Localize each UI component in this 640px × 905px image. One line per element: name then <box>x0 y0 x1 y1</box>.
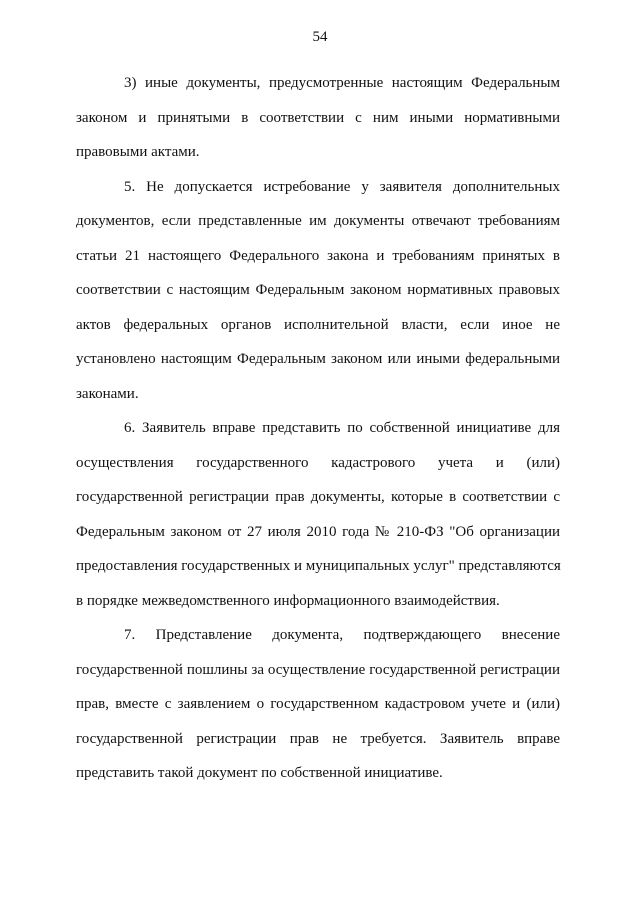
text-line: государственной пошлины за осуществление государственной регистрации <box>76 661 560 678</box>
text-line: прав, вместе с заявлением о государственном кадастровом учете и (или) <box>76 696 560 712</box>
document-body <box>76 66 560 791</box>
text-line: 6. Заявитель вправе представить по собственной инициативе для <box>124 420 560 436</box>
text-line: правовыми актами. <box>76 144 200 160</box>
text-line: государственной регистрации прав не требуется. Заявитель вправе <box>76 730 560 747</box>
paragraph <box>76 66 560 170</box>
text-line: представить такой документ по собственной инициативе. <box>76 765 443 781</box>
paragraph <box>76 411 560 618</box>
text-line: статьи 21 настоящего Федерального закона и требованиям принятых в <box>76 247 560 264</box>
text-line: документов, если представленные им документы отвечают требованиям <box>76 213 560 229</box>
text-line: законом и принятыми в соответствии с ним иными нормативными <box>76 109 560 126</box>
text-line: 3) иные документы, предусмотренные настоящим Федеральным <box>124 75 560 91</box>
text-line: законами. <box>76 385 139 402</box>
text-line: актов федеральных органов исполнительной власти, если иное не <box>76 316 560 333</box>
text-line: государственной регистрации прав документы, которые в соответствии с <box>76 489 560 505</box>
page-number: 54 <box>312 29 328 45</box>
text-line: осуществления государственного кадастрового учета и (или) <box>76 454 560 471</box>
paragraph <box>76 618 560 791</box>
text-line: Федеральным законом от 27 июля 2010 года № 210-ФЗ "Об организации <box>76 523 560 540</box>
text-line: установлено настоящим Федеральным законом или иными федеральными <box>76 351 560 367</box>
paragraph <box>76 170 560 412</box>
text-line: 5. Не допускается истребование у заявителя дополнительных <box>124 178 560 195</box>
text-line: в порядке межведомственного информационного взаимодействия. <box>76 592 500 609</box>
text-line: предоставления государственных и муниципальных услуг" представляются <box>76 558 561 574</box>
text-line: соответствии с настоящим Федеральным законом нормативных правовых <box>76 282 560 298</box>
text-line: 7. Представление документа, подтверждающего внесение <box>124 627 560 643</box>
